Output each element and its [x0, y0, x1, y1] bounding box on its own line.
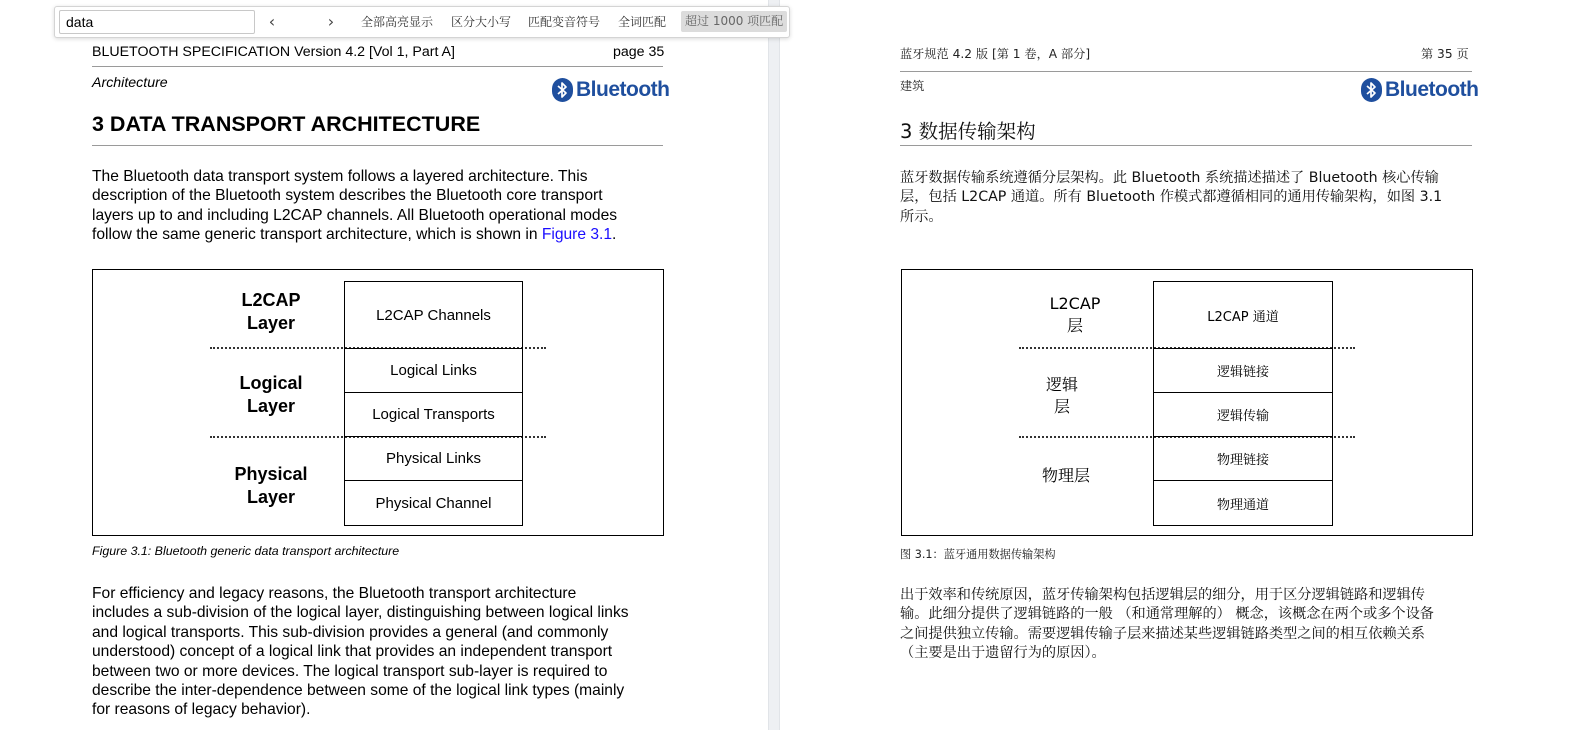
match-count-status: 超过 1000 项匹配 [681, 11, 787, 32]
physical-channel-cell: 物理通道 [1153, 480, 1333, 526]
logical-links-cell: Logical Links [344, 348, 523, 393]
heading-rule [92, 145, 663, 146]
heading-rule [900, 145, 1472, 146]
logical-transports-cell: 逻辑传输 [1153, 392, 1333, 437]
match-case-toggle[interactable]: 区分大小写 [451, 15, 512, 29]
intro-paragraph [92, 167, 617, 245]
paragraph-line: layers up to and including L2CAP channels. All Bluetooth operational modes [92, 206, 618, 224]
paragraph-line: 出于效率和传统原因，蓝牙传输架构包括逻辑层的细分，用于区分逻辑链路和逻辑传 [900, 587, 1425, 603]
section-heading: 3 DATA TRANSPORT ARCHITECTURE [92, 112, 481, 136]
paragraph-line: describe the inter-dependence between some of the logical link types (mainly [92, 682, 625, 700]
body-paragraph [92, 584, 629, 720]
paragraph-line: 所示。 [900, 208, 943, 225]
l2cap-layer-label: L2CAP Layer [241, 290, 301, 333]
physical-channel-cell: Physical Channel [344, 480, 523, 526]
figure-link[interactable]: Figure 3.1 [541, 226, 613, 244]
header-rule [92, 66, 663, 67]
chevron-left-icon[interactable]: ‹ [268, 12, 276, 31]
running-header-left: BLUETOOTH SPECIFICATION Version 4.2 [Vol 1, Part A] [92, 44, 455, 60]
intro-paragraph [900, 169, 1442, 227]
paragraph-line: between two or more devices. The logical transport sub-layer is required to [92, 662, 608, 680]
bluetooth-logo [1361, 78, 1478, 102]
bluetooth-rune-icon [1361, 78, 1382, 102]
bluetooth-logo [552, 78, 669, 102]
figure-caption: 图 3.1：蓝牙通用数据传输架构 [900, 548, 1056, 561]
paragraph-line: 之间提供独立传输。需要逻辑传输子层来描述某些逻辑链路类型之间的相互依赖关系 [900, 625, 1425, 642]
pane-splitter[interactable] [768, 0, 780, 730]
paragraph-line: for reasons of legacy behavior). [92, 701, 311, 719]
highlight-all-toggle[interactable]: 全部高亮显示 [361, 15, 434, 29]
logical-transports-cell: Logical Transports [344, 392, 523, 437]
page-number: page 35 [613, 44, 665, 60]
whole-words-toggle[interactable]: 全词匹配 [618, 15, 667, 29]
physical-links-cell: 物理链接 [1153, 436, 1333, 481]
bluetooth-logo-text: Bluetooth [576, 78, 670, 101]
translated-document-page [780, 0, 1579, 730]
physical-links-cell: Physical Links [344, 436, 523, 481]
paragraph-line: understood) concept of a logical link that provides an independent transport [92, 643, 613, 661]
chevron-right-icon[interactable]: › [327, 12, 335, 31]
paragraph-line: 层，包括 L2CAP 通道。所有 Bluetooth 作模式都遵循相同的通用传输架构，如图 3.1 [900, 189, 1443, 206]
paragraph-line: description of the Bluetooth system describes the Bluetooth core transport [92, 187, 603, 205]
logical-layer-label: 逻辑 层 [1045, 375, 1078, 416]
running-header-left: 蓝牙规范 4.2 版 [第 1 卷，A 部分] [900, 47, 1091, 61]
find-input[interactable] [59, 10, 255, 34]
architecture-figure [92, 269, 664, 536]
paragraph-line: 蓝牙数据传输系统遵循分层架构。此 Bluetooth 系统描述描述了 Bluetooth 核心传输 [900, 170, 1439, 186]
paragraph-line: （主要是出于遗留行为的原因）。 [900, 645, 1106, 662]
page-number: 第 35 页 [1421, 47, 1469, 61]
l2cap-channels-cell: L2CAP Channels [344, 281, 523, 349]
section-heading: 3 数据传输架构 [900, 120, 1036, 143]
section-label: Architecture [92, 75, 168, 91]
logical-links-cell: 逻辑链接 [1153, 348, 1333, 393]
paragraph-line: includes a sub-division of the logical layer, distinguishing between logical links [92, 604, 629, 622]
paragraph-line: and logical transports. This sub-division provides a general (and commonly [92, 623, 609, 641]
physical-layer-label: 物理层 [1041, 466, 1090, 485]
paragraph-line: follow the same generic transport architecture, which is shown in Figure 3.1. [92, 226, 617, 244]
l2cap-channels-cell: L2CAP 通道 [1153, 281, 1333, 349]
l2cap-layer-label: L2CAP 层 [1049, 294, 1101, 335]
figure-caption: Figure 3.1: Bluetooth generic data transport architecture [92, 544, 400, 558]
paragraph-line: 输。此细分提供了逻辑链路的一般 （和通常理解的） 概念，该概念在两个或多个设备 [900, 606, 1434, 623]
original-document-page [0, 0, 768, 730]
logical-layer-label: Logical Layer [239, 373, 303, 416]
header-rule [900, 71, 1472, 72]
paragraph-line: For efficiency and legacy reasons, the Bluetooth transport architecture [92, 585, 577, 602]
section-label: 建筑 [900, 79, 925, 93]
paragraph-line: The Bluetooth data transport system follows a layered architecture. This [92, 168, 588, 185]
physical-layer-label: Physical Layer [234, 464, 308, 507]
match-diacritics-toggle[interactable]: 匹配变音符号 [528, 15, 601, 29]
bluetooth-logo-text: Bluetooth [1385, 78, 1479, 101]
body-paragraph [900, 586, 1434, 664]
find-bar [54, 6, 790, 38]
bluetooth-rune-icon [552, 78, 573, 102]
architecture-figure [901, 269, 1473, 536]
